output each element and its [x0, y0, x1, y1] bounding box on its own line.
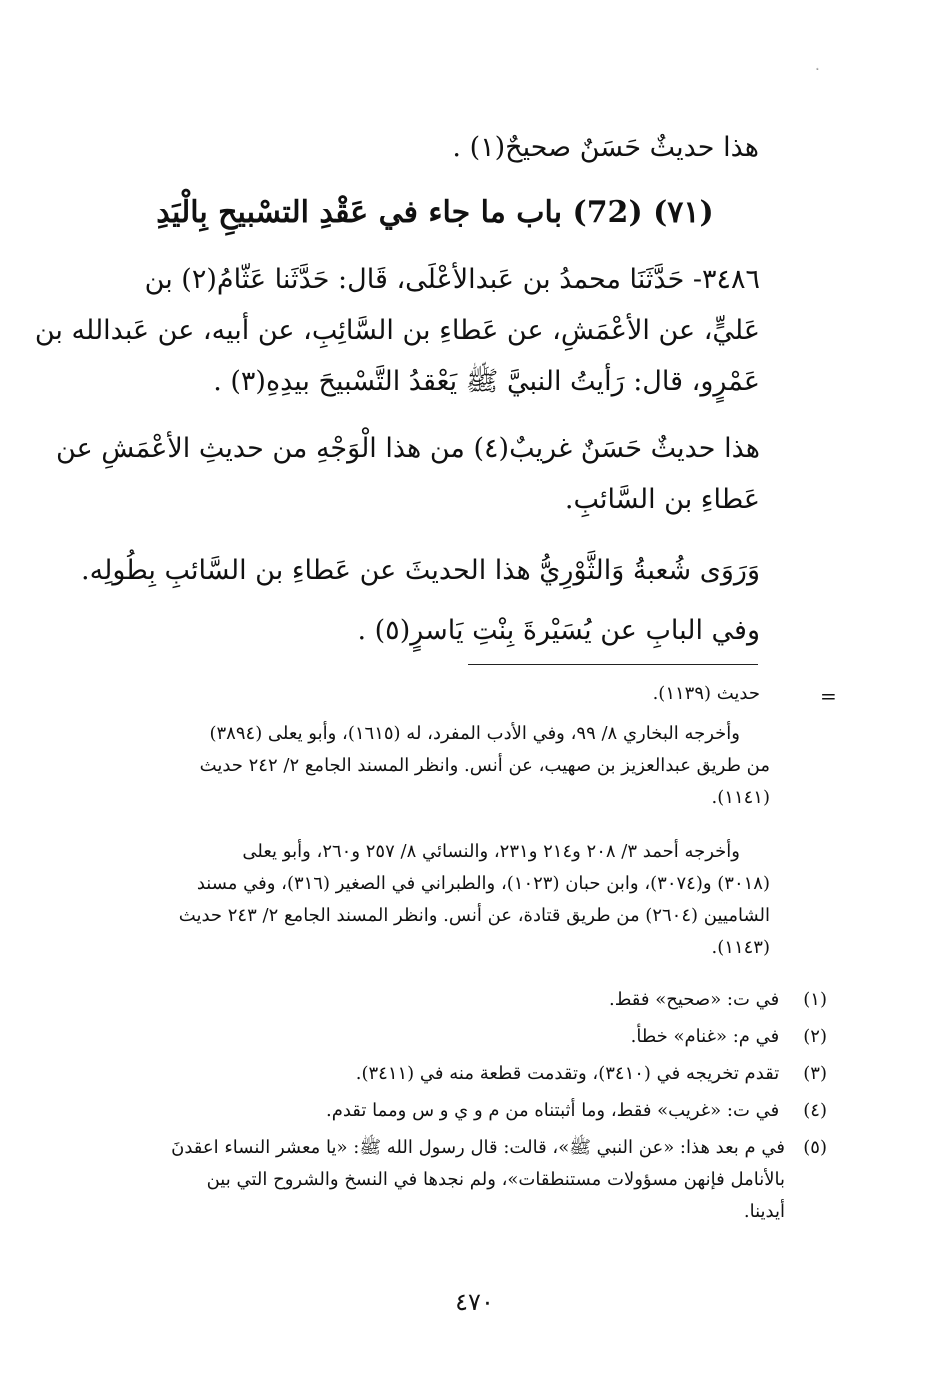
footnote-number: (١)	[803, 989, 827, 1010]
chapter-title: (٧١) (72) باب ما جاء في عَقْدِ التسْبيحِ بِالْيَدِ	[156, 195, 714, 230]
footnote-separator	[468, 664, 758, 665]
footnote: (٣) تقدم تخريجه في (٣٤١٠)، وتقدمت قطعة منه في (٣٤١١).	[356, 1058, 827, 1090]
footnote-number: (٤)	[803, 1100, 827, 1121]
page-number: ٤٧٠	[455, 1288, 494, 1316]
footnote: (٢) في م: «غنام» خطأ.	[631, 1021, 827, 1053]
footnote: (٥) في م بعد هذا: «عن النبي ﷺ»، قالت: قال رسول الله ﷺ: «يا معشر النساء اعقدنَ بالأنامل فإنهن مسؤولات مستنطقات»، ولم نجدها في النسخ والشروح التي بين أيدينا.	[115, 1132, 827, 1228]
takhrij-paragraph: وأخرجه البخاري ٨/ ٩٩، وفي الأدب المفرد، له (١٦١٥)، وأبو يعلى (٣٨٩٤) من طريق عبدالعزيز بن صهيب، عن أنس. وانظر المسند الجامع ٢/ ٢٤٢ حديث (١١٤١).	[199, 723, 770, 808]
hadith-text	[34, 254, 760, 407]
continuation-mark: =	[820, 684, 837, 708]
footnote: (٤) في ت: «غريب» فقط، وما أثبتناه من م و ي و س ومما تقدم.	[326, 1095, 827, 1127]
bab-line: وفي البابِ عن يُسَيْرةَ بِنْتِ يَاسرٍ(٥) .	[357, 615, 760, 646]
narration-line: وَرَوَى شُعبةُ وَالثَّوْرِيُّ هذا الحديثَ عن عَطاءِ بن السَّائبِ بِطُولِه.	[81, 555, 760, 586]
footnote: (١) في ت: «صحيح» فقط.	[609, 984, 827, 1016]
takhrij-paragraph: وأخرجه أحمد ٣/ ٢٠٨ و٢١٤ و٢٣١، والنسائي ٨/ ٢٥٧ و٢٦٠، وأبو يعلى (٣٠١٨) و(٣٠٧٤)، وابن حبان (١٠٢٣)، والطبراني في الصغير (٣١٦)، وفي مسند الشاميين (٢٦٠٤) من طريق قتادة، عن أنس. وانظر المسند الجامع ٢/ ٢٤٣ حديث (١١٤٣).	[178, 841, 770, 958]
continued-note: حديث (١١٣٩).	[652, 683, 760, 704]
hadith-line: ٣٤٨٦- حَدَّثَنَا محمدُ بن عَبدالأعْلَى، قَال: حَدَّثَنا عَثّامُ(٢) بن	[144, 264, 760, 295]
hadith-line: عَليٍّ، عن الأعْمَشِ، عن عَطاءِ بن السَّائِبِ، عن أبيه، عن عَبدالله بن	[34, 315, 760, 346]
footnote-number: (٢)	[803, 1026, 827, 1047]
hadith-line: عَمْرٍو، قال: رَأيتُ النبيَّ ﷺ يَعْقدُ التَّسْبيحَ بيدِهِ(٣) .	[213, 366, 760, 397]
hadith-grading: هذا حديثٌ حَسَنٌ غريبٌ(٤) من هذا الْوَجْهِ من حديثِ الأعْمَشِ عن عَطاءِ بن السَّائبِ.	[56, 433, 760, 515]
footnote-number: (٣)	[803, 1063, 827, 1084]
intro-line: هذا حديثٌ حَسَنٌ صحيحٌ(١) .	[452, 132, 759, 163]
footnote-number: (٥)	[803, 1137, 827, 1158]
